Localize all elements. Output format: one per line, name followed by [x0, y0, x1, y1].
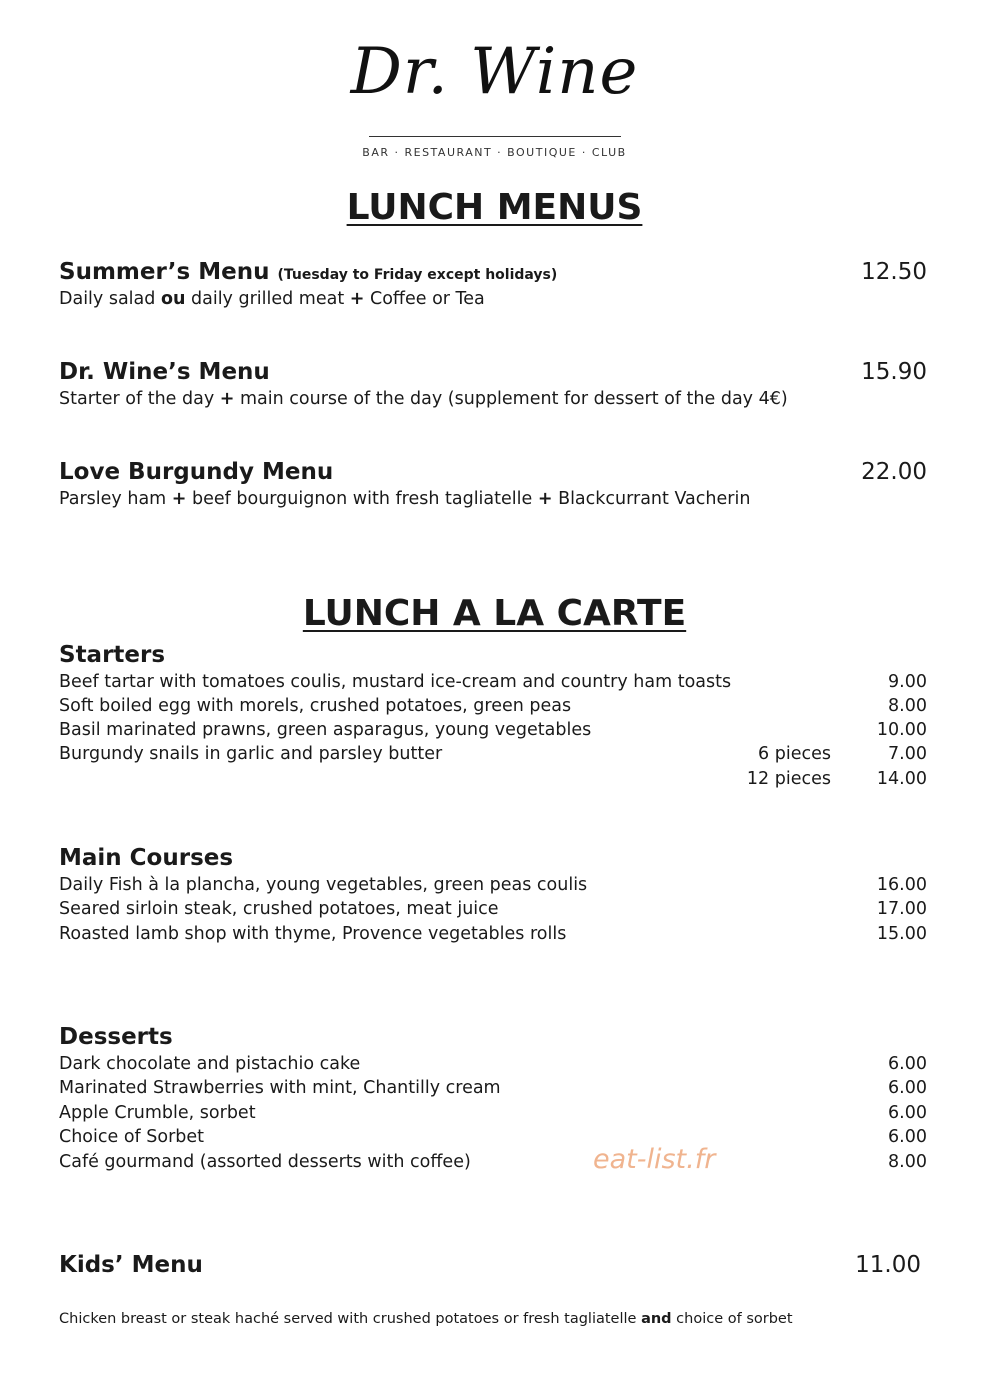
bold-text: + [349, 289, 365, 309]
item-price: 8.00 [888, 696, 927, 716]
starters-heading: Starters [59, 642, 166, 668]
mains-heading: Main Courses [59, 845, 234, 871]
menu-name-summer [59, 261, 557, 284]
lunch-menus-title: LUNCH MENUS [346, 187, 643, 228]
menu-name-drwine: Dr. Wine’s Menu [59, 359, 270, 385]
item-price: 8.00 [888, 1152, 927, 1172]
kids-menu-name: Kids’ Menu [59, 1252, 203, 1278]
menu-price-drwine: 15.90 [861, 359, 927, 385]
menu-name-text: Summer’s Menu [59, 259, 270, 285]
list-item: Beef tartar with tomatoes coulis, mustard ice-cream and country ham toasts [59, 672, 732, 692]
text-run: Daily salad [59, 289, 161, 309]
text-run: Coffee or Tea [364, 289, 485, 309]
item-price: 7.00 [888, 744, 927, 764]
bold-text: + [537, 489, 553, 509]
list-item: Basil marinated prawns, green asparagus, young vegetables [59, 720, 592, 740]
item-price: 17.00 [876, 899, 927, 919]
menu-desc-burgundy [59, 491, 750, 509]
list-item: Daily Fish à la plancha, young vegetables, green peas coulis [59, 875, 588, 895]
item-quantity: 6 pieces [758, 744, 831, 764]
item-price: 16.00 [876, 875, 927, 895]
list-item: Soft boiled egg with morels, crushed potatoes, green peas [59, 696, 572, 716]
menu-desc-drwine [59, 391, 788, 409]
list-item: Café gourmand (assorted desserts with coffee) [59, 1152, 471, 1172]
text-run: beef bourguignon with fresh tagliatelle [186, 489, 538, 509]
item-price: 15.00 [876, 924, 927, 944]
bold-text: and [641, 1311, 672, 1327]
text-run: Starter of the day [59, 389, 220, 409]
text-run: daily grilled meat [185, 289, 350, 309]
item-price: 6.00 [888, 1103, 927, 1123]
list-item: Dark chocolate and pistachio cake [59, 1054, 361, 1074]
list-item: Roasted lamb shop with thyme, Provence vegetables rolls [59, 924, 567, 944]
item-price: 6.00 [888, 1078, 927, 1098]
bold-text: + [219, 389, 235, 409]
a-la-carte-title: LUNCH A LA CARTE [302, 593, 687, 634]
desserts-heading: Desserts [59, 1024, 173, 1050]
text-run: Parsley ham [59, 489, 172, 509]
logo-divider [369, 136, 621, 137]
item-price: 6.00 [888, 1054, 927, 1074]
kids-menu-desc [59, 1312, 793, 1327]
menu-price-burgundy: 22.00 [861, 459, 927, 485]
item-price: 10.00 [876, 720, 927, 740]
item-price: 6.00 [888, 1127, 927, 1147]
text-run: Chicken breast or steak haché served with crushed potatoes or fresh tagliatelle [59, 1311, 642, 1327]
list-item: Apple Crumble, sorbet [59, 1103, 256, 1123]
kids-menu-price: 11.00 [855, 1252, 921, 1278]
item-price: 9.00 [888, 672, 927, 692]
brand-tagline: BAR · RESTAURANT · BOUTIQUE · CLUB [362, 146, 627, 159]
text-run: main course of the day (supplement for dessert of the day 4€) [234, 389, 788, 409]
text-run: Blackcurrant Vacherin [552, 489, 751, 509]
menu-price-summer: 12.50 [861, 259, 927, 285]
item-price: 14.00 [876, 769, 927, 789]
bold-text: + [171, 489, 187, 509]
list-item: Choice of Sorbet [59, 1127, 205, 1147]
menu-note: (Tuesday to Friday except holidays) [277, 267, 558, 283]
list-item: Seared sirloin steak, crushed potatoes, meat juice [59, 899, 499, 919]
brand-logo: Dr. Wine [350, 35, 639, 109]
text-run: choice of sorbet [671, 1311, 793, 1327]
list-item: Burgundy snails in garlic and parsley butter [59, 744, 443, 764]
item-quantity: 12 pieces [746, 769, 831, 789]
bold-text: ou [160, 289, 186, 309]
list-item: Marinated Strawberries with mint, Chantilly cream [59, 1078, 501, 1098]
menu-desc-summer [59, 291, 485, 309]
watermark: eat-list.fr [593, 1144, 716, 1175]
menu-name-burgundy: Love Burgundy Menu [59, 459, 334, 485]
